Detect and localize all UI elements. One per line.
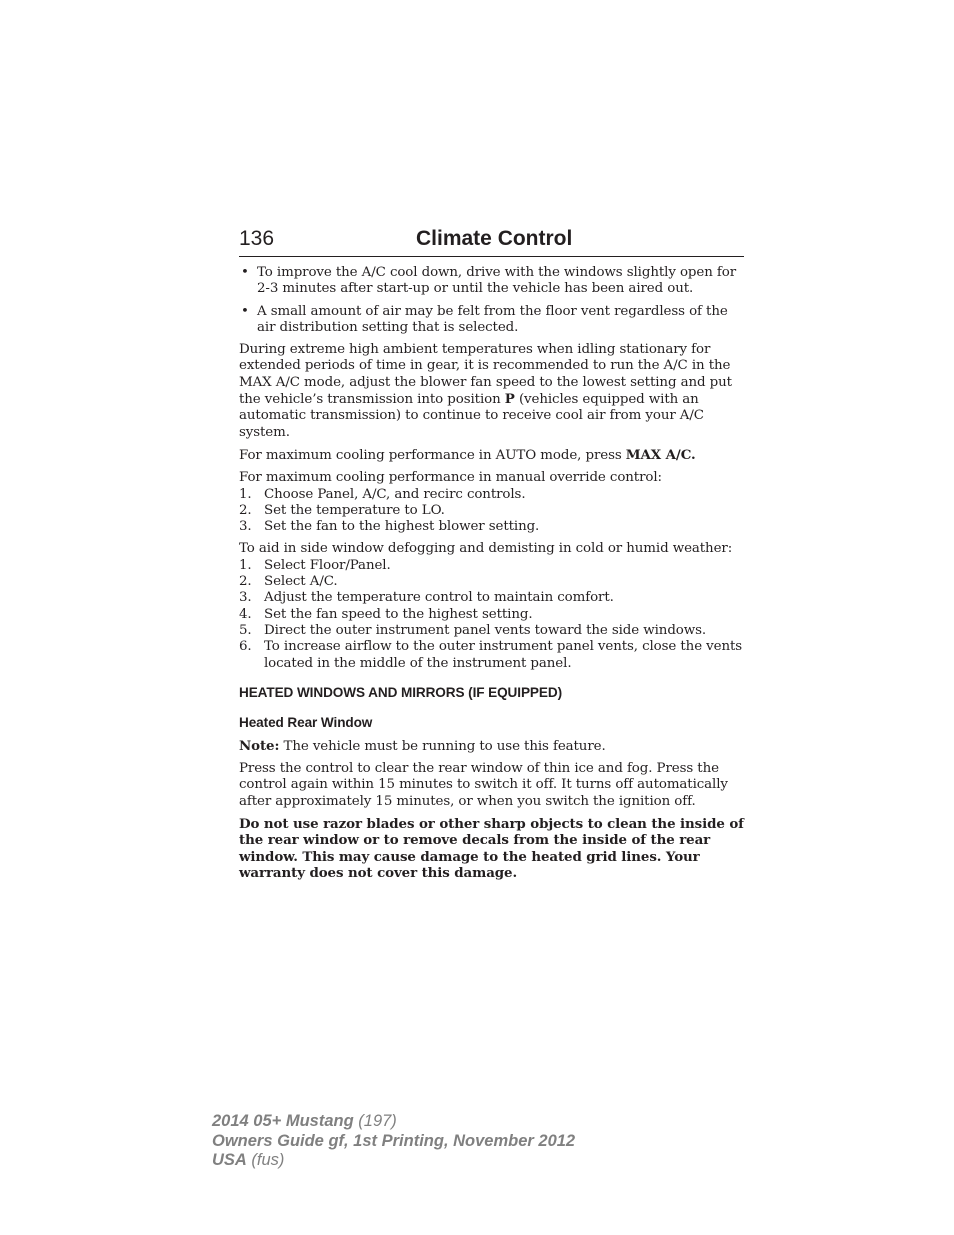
list-item: 6. To increase airflow to the outer instrument panel vents, close the vents located in the middle of the instrument panel.: [239, 639, 743, 671]
paragraph-extreme-temperatures: During extreme high ambient temperatures when idling stationary for extended periods of time in gear, it is recommended to run the A/C in the MAX A/C mode, adjust the blower fan speed to the lowest setting and put the vehicle’s transmission into position P (vehicles equipped with an automatic transmission) to continue to receive cool air from your A/C system.: [239, 342, 732, 440]
list-item: 4. Set the fan speed to the highest setting.: [239, 606, 533, 622]
list-item: 1. Choose Panel, A/C, and recirc controls.: [239, 486, 526, 502]
defog-steps: [239, 558, 744, 672]
footer-line: 2014 05+ Mustang (197): [212, 1112, 397, 1130]
list-item: 2. Select A/C.: [239, 574, 338, 590]
paragraph-control: Press the control to clear the rear window of thin ice and fog. Press the control again within 15 minutes to switch it off. It turns off automatically after approximately 15 minutes, or when you switch the ignition off.: [239, 761, 728, 809]
manual-override-lead: For maximum cooling performance in manual override control:: [239, 470, 662, 486]
tips-list: [239, 265, 744, 336]
list-item: 3. Set the fan to the highest blower setting.: [239, 519, 540, 535]
page-number: 136: [239, 227, 275, 250]
list-item: 2. Set the temperature to LO.: [239, 502, 445, 518]
list-item: 1. Select Floor/Panel.: [239, 557, 391, 573]
list-item: • A small amount of air may be felt from the floor vent regardless of the air distribution setting that is selected.: [239, 304, 744, 337]
warning-paragraph: Do not use razor blades or other sharp objects to clean the inside of the rear window or to remove decals from the inside of the rear window. This may cause damage to the heated grid lines. Your warranty does not cover this damage.: [239, 816, 744, 881]
page-title: Climate Control: [416, 227, 573, 250]
page-body: [239, 265, 744, 881]
list-item: 5. Direct the outer instrument panel vents toward the side windows.: [239, 622, 707, 638]
footer-line: Owners Guide gf, 1st Printing, November 2012: [212, 1131, 576, 1150]
subsection-heading: Heated Rear Window: [239, 714, 373, 730]
list-item: 3. Adjust the temperature control to maintain comfort.: [239, 590, 614, 606]
manual-page: [239, 227, 744, 887]
note-paragraph: Note: The vehicle must be running to use this feature.: [239, 737, 606, 754]
manual-override-steps: [239, 487, 744, 536]
paragraph-auto-mode: For maximum cooling performance in AUTO mode, press MAX A/C.: [239, 446, 696, 463]
section-heading: HEATED WINDOWS AND MIRRORS (IF EQUIPPED): [239, 684, 562, 700]
page-footer: [212, 1112, 575, 1171]
defog-lead: To aid in side window defogging and demisting in cold or humid weather:: [239, 541, 733, 557]
footer-line: USA (fus): [212, 1151, 285, 1169]
list-item: • To improve the A/C cool down, drive with the windows slightly open for 2-3 minutes after start-up or until the vehicle has been aired out.: [239, 265, 744, 298]
page-header: [239, 227, 744, 257]
